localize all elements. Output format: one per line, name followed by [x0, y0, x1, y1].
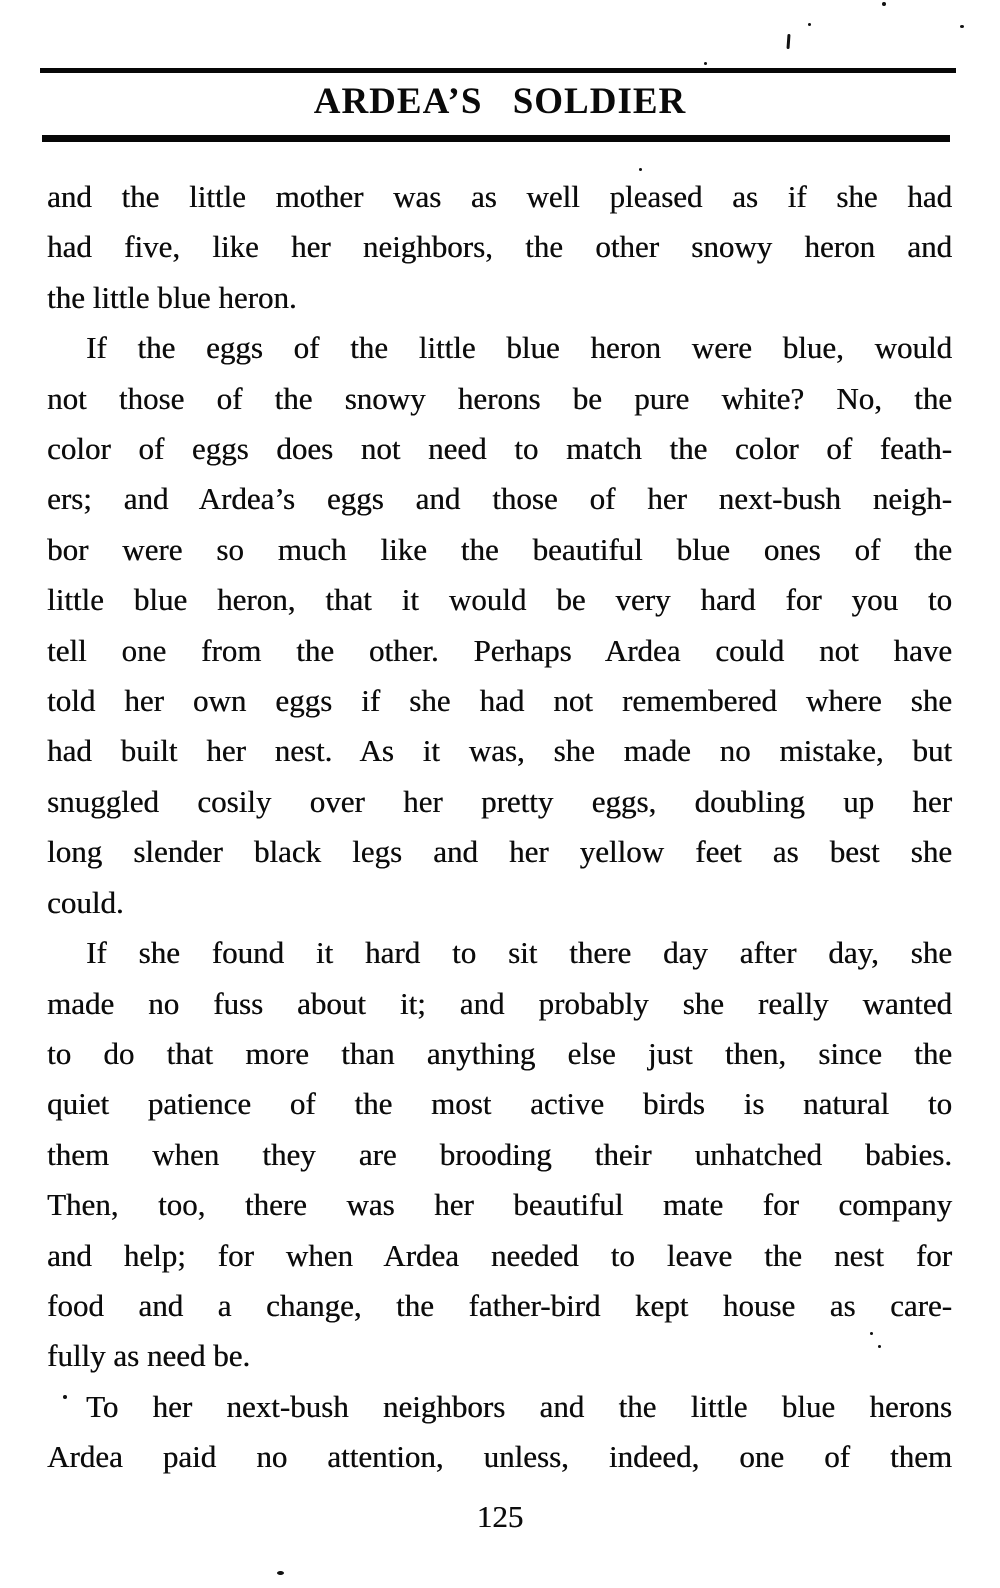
text-line: to do that more than anything else just then, since the — [47, 1035, 952, 1071]
scan-speck — [63, 1395, 67, 1399]
header-rule-top — [40, 68, 956, 73]
scan-speck — [704, 62, 707, 65]
text-line: bor were so much like the beautiful blue ones of the — [47, 531, 952, 567]
text-line: had five, like her neighbors, the other snowy heron and — [47, 229, 952, 265]
text-line: snuggled cosily over her pretty eggs, doubling up her — [47, 783, 952, 819]
text-line: Ardea paid no attention, unless, indeed, one of them — [47, 1439, 952, 1475]
scan-speck — [870, 1332, 873, 1335]
text-line: told her own eggs if she had not remembered where she — [47, 683, 952, 719]
text-line: little blue heron, that it would be very hard for you to — [47, 582, 952, 618]
text-line: not those of the snowy herons be pure white? No, the — [47, 380, 952, 416]
text-line: had built her nest. As it was, she made no mistake, but — [47, 733, 952, 769]
text-line: quiet patience of the most active birds is natural to — [47, 1086, 952, 1122]
text-line: made no fuss about it; and probably she really wanted — [47, 985, 952, 1021]
scan-speck — [277, 1571, 284, 1575]
text-line: the little blue heron. — [47, 279, 297, 315]
page-number: 125 — [476, 1499, 524, 1534]
running-head-title: ARDEA’S SOLDIER — [313, 81, 687, 122]
scan-speck — [882, 2, 886, 6]
text-line: ers; and Ardea’s eggs and those of her next-bush neigh- — [47, 481, 952, 517]
page-text — [47, 172, 952, 1483]
scan-artifact — [786, 34, 790, 49]
scan-speck — [639, 168, 642, 171]
text-line: Then, too, there was her beautiful mate for company — [47, 1187, 952, 1223]
text-line: and help; for when Ardea needed to leave the nest for — [47, 1237, 952, 1273]
text-line: food and a change, the father-bird kept house as care- — [47, 1287, 952, 1323]
text-line: If the eggs of the little blue heron were blue, would — [86, 330, 952, 366]
text-line: fully as need be. — [47, 1338, 251, 1374]
text-line: If she found it hard to sit there day after day, she — [86, 935, 952, 971]
text-line: them when they are brooding their unhatched babies. — [47, 1136, 952, 1172]
scan-speck — [878, 1345, 881, 1348]
text-line: could. — [47, 884, 124, 920]
text-line: tell one from the other. Perhaps Ardea could not have — [47, 632, 952, 668]
scan-speck — [808, 23, 811, 26]
header-rule-bottom — [42, 135, 950, 142]
text-line: To her next-bush neighbors and the little blue herons — [86, 1388, 952, 1424]
text-line: and the little mother was as well pleased as if she had — [47, 179, 952, 214]
scan-speck — [960, 25, 964, 28]
text-line: long slender black legs and her yellow feet as best she — [47, 834, 952, 870]
text-line: color of eggs does not need to match the color of feath- — [47, 431, 952, 467]
